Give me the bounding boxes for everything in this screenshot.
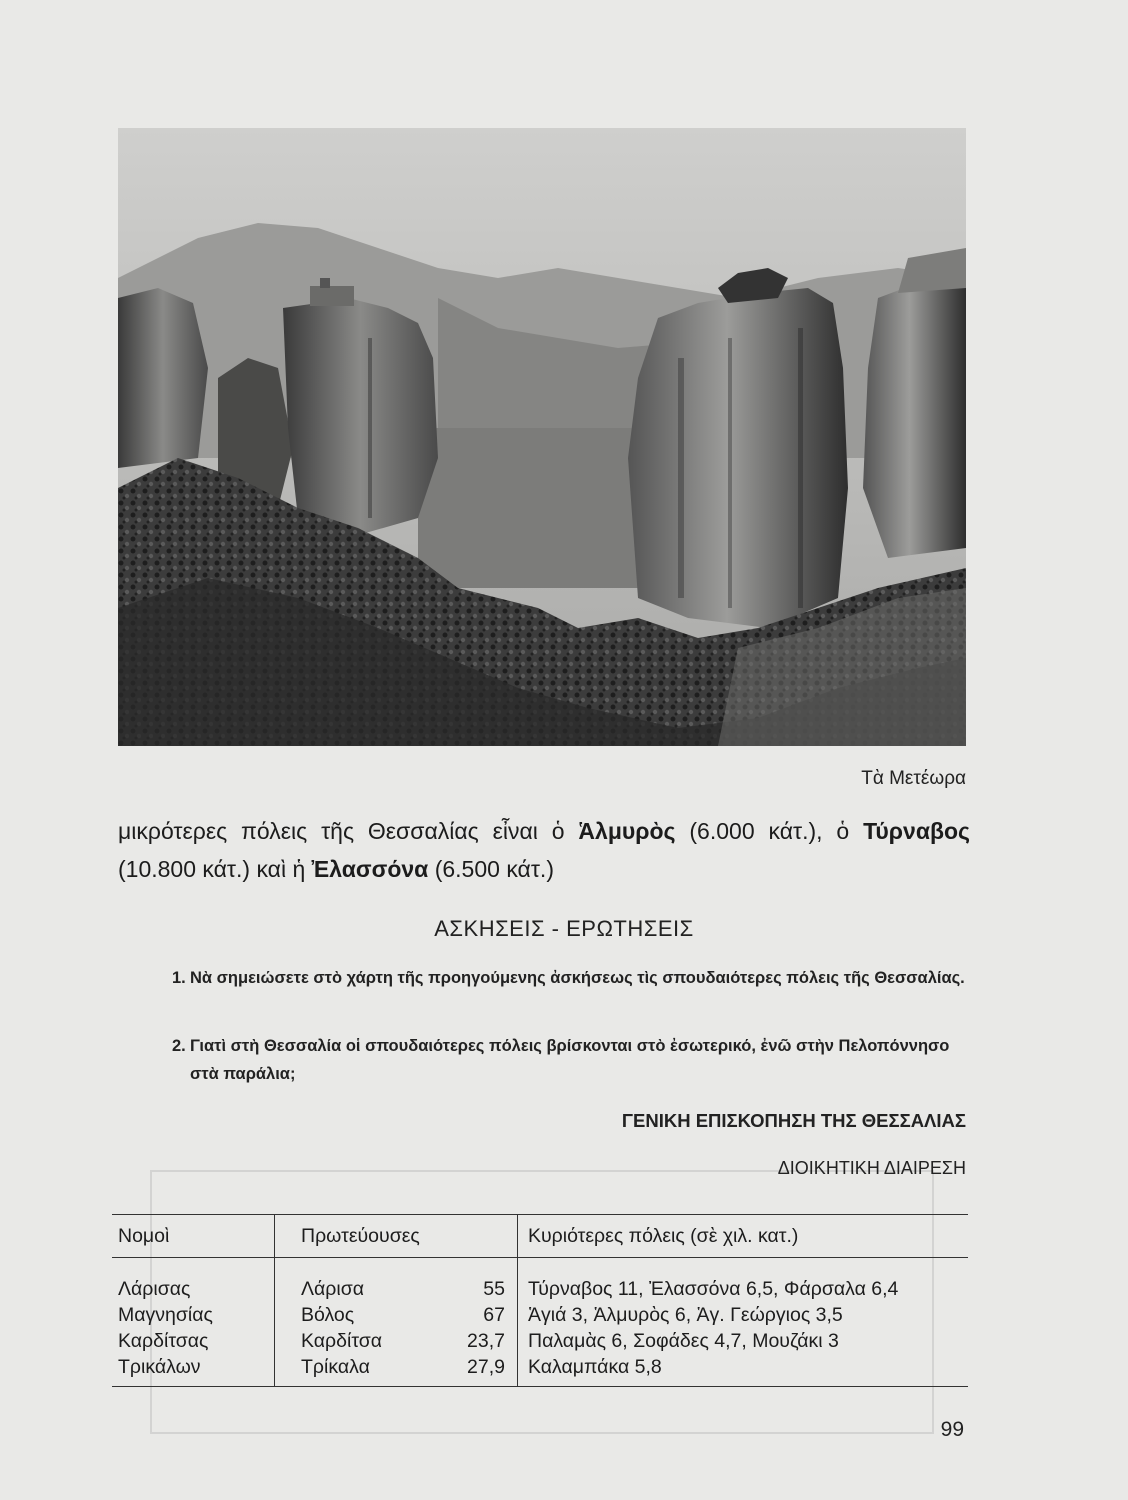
table-row (112, 1328, 968, 1354)
question-2-number: 2. (172, 1037, 186, 1055)
photo-caption: Τὰ Μετέωρα (861, 768, 966, 789)
cities-cell: Καλαμπάκα 5,8 (518, 1354, 969, 1387)
capital-cell: Καρδίτσα (301, 1330, 383, 1352)
question-1 (172, 964, 972, 992)
overview-title: ΓΕΝΙΚΗ ΕΠΙΣΚΟΠΗΣΗ ΤΗΣ ΘΕΣΣΑΛΙΑΣ (621, 1110, 966, 1131)
meteora-photo-drawing (118, 128, 966, 746)
cities-cell: Παλαμὰς 6, Σοφάδες 4,7, Μουζάκι 3 (528, 1330, 839, 1352)
cities-cell: Ἁγιά 3, Ἁλμυρὸς 6, Ἁγ. Γεώργιος 3,5 (528, 1304, 843, 1326)
division-title: ΔΙΟΙΚΗΤΙΚΗ ΔΙΑΙΡΕΣΗ (777, 1158, 966, 1178)
table-header-row (112, 1215, 968, 1258)
paragraph-bold-almyros: Ἁλμυρὸς (578, 818, 676, 844)
capital-cell: Λάρισα (301, 1278, 365, 1300)
nomos-cell: Μαγνησίας (112, 1302, 275, 1328)
population-cell: 55 (437, 1258, 518, 1303)
paragraph-text-1: μικρότερες πόλεις τῆς Θεσσαλίας εἶναι ὁ (118, 818, 579, 844)
cities-paragraph (118, 812, 970, 888)
paragraph-bold-elassona: Ἐλασσόνα (311, 856, 429, 882)
table-row (112, 1302, 968, 1328)
paragraph-text-3: (10.800 κάτ.) καὶ ἡ (118, 856, 312, 882)
population-cell: 23,7 (437, 1328, 518, 1354)
capital-cell: Βόλος (301, 1304, 355, 1326)
question-1-text: Νὰ σημειώσετε στὸ χάρτη τῆς προηγούμενης ἀσκήσεως τὶς σπουδαιότερες πόλεις τῆς Θεσσαλίας. (190, 969, 965, 987)
nomos-cell: Καρδίτσας (112, 1328, 275, 1354)
header-nomoi: Νομοὶ (112, 1215, 275, 1258)
capital-cell: Τρίκαλα (275, 1354, 438, 1387)
nomos-cell: Λάρισας (112, 1258, 275, 1303)
paragraph-bold-tyrnavos: Τύρναβος (863, 818, 971, 844)
header-capitals: Πρωτεύουσες (275, 1215, 518, 1258)
question-1-number: 1. (172, 969, 186, 987)
cities-cell: Τύρναβος 11, Ἐλασσόνα 6,5, Φάρσαλα 6,4 (528, 1278, 899, 1300)
administrative-division-table (112, 1214, 968, 1387)
table-row (112, 1258, 968, 1303)
nomos-cell: Τρικάλων (112, 1354, 275, 1387)
exercises-title: ΑΣΚΗΣΕΙΣ - ΕΡΩΤΗΣΕΙΣ (434, 916, 694, 941)
population-cell: 67 (437, 1302, 518, 1328)
population-cell: 27,9 (437, 1354, 518, 1387)
question-2-text: Γιατὶ στὴ Θεσσαλία οἱ σπουδαιότερες πόλεις βρίσκονται στὸ ἐσωτερικό, ἐνῶ στὴν Πελοπόννησο στὰ παράλια; (190, 1037, 950, 1083)
paragraph-text-4: (6.500 κάτ.) (428, 856, 554, 882)
header-main-cities: Κυριότερες πόλεις (σὲ χιλ. κατ.) (518, 1215, 969, 1258)
page-number: 99 (940, 1418, 964, 1441)
question-2 (172, 1032, 972, 1088)
meteora-photo (118, 128, 966, 746)
paragraph-text-2: (6.000 κάτ.), ὁ (675, 818, 864, 844)
table-row (112, 1354, 968, 1387)
